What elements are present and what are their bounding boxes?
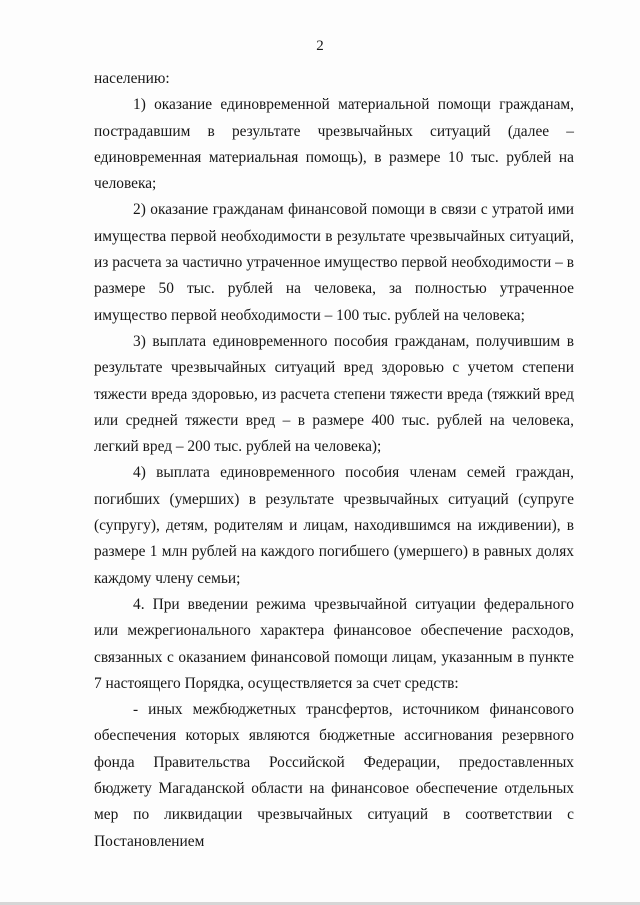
paragraph-item-3: 3) выплата единовременного пособия гражданам, получившим в результате чрезвычайных ситуаций вред здоровью с учетом степени тяжести вреда здоровью, из расчета степени тяжести вреда (тяжкий вред или средней тяжести вред – в размере 400 тыс. рублей на человека, легкий вред – 200 тыс. рублей на человека); <box>94 332 574 456</box>
paragraph-item-4: 4) выплата единовременного пособия членам семей граждан, погибших (умерших) в результате чрезвычайных ситуаций (супруге (супругу), детям, родителям и лицам, находившимся на иждивении), в размере 1 млн рублей на каждого погибшего (умершего) в равных долях каждому члену семьи; <box>94 464 574 587</box>
paragraph-transfers: - иных межбюджетных трансфертов, источником финансового обеспечения которых являются бюджетные ассигнования резервного фонда Правительства Российской Федерации, предоставленных бюджету Магаданской области на финансовое обеспечение отдельных мер по ликвидации чрезвычайных ситуаций в соответствии с Постановлением <box>94 701 574 850</box>
page-number: 2 <box>316 38 324 54</box>
paragraph-continuation: населению: <box>94 70 170 87</box>
paragraph-item-1: 1) оказание единовременной материальной помощи гражданам, пострадавшим в результате чрезвычайных ситуаций (далее – единовременная материальная помощь), в размере 10 тыс. рублей на человека; <box>94 96 574 193</box>
paragraph-item-2: 2) оказание гражданам финансовой помощи в связи с утратой ими имущества первой необходимости в результате чрезвычайных ситуаций, из расчета за частично утраченное имущество первой необходимости – в размере 50 тыс. рублей на человека, за полностью утраченное имущество первой необходимости – 100 тыс. рублей на человека; <box>94 201 574 324</box>
document-body <box>94 66 574 855</box>
paragraph-section-4: 4. При введении режима чрезвычайной ситуации федерального или межрегионального характера финансовое обеспечение расходов, связанных с оказанием финансовой помощи лицам, указанным в пункте 7 настоящего Порядка, осуществляется за счет средств: <box>94 595 574 692</box>
